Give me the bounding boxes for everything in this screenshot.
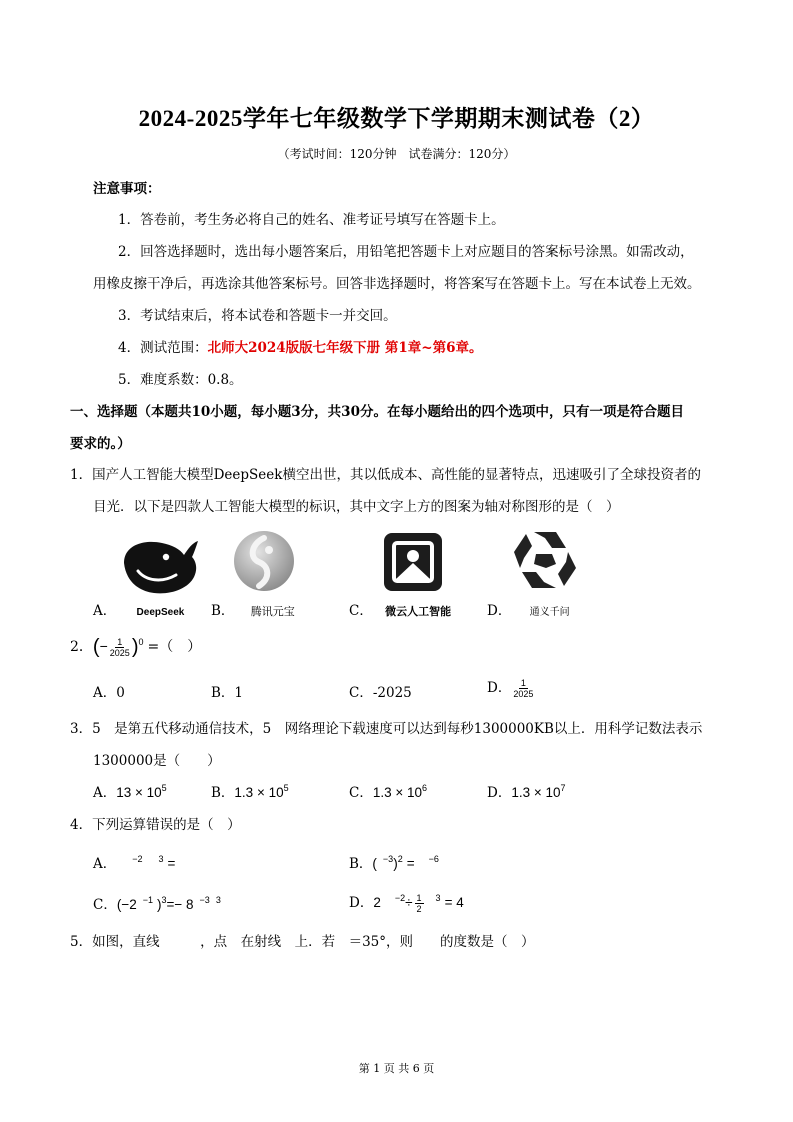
- q1-option-d[interactable]: [487, 599, 570, 619]
- q3-option-b[interactable]: B．$1.3 \times 10^5$: [211, 783, 289, 801]
- q3-text-a: 3．5 是第五代移动通信技术，5 网络理论下载速度可以达到每秒1300000KB以上．用科学记数法表示: [70, 721, 703, 737]
- page-footer: 第 1 页 共 6 页: [358, 1062, 435, 1075]
- q1-text-a: 1．国产人工智能大模型DeepSeek横空出世，其以低成本、高性能的显著特点，迅速吸引了全球投资者的: [70, 467, 701, 483]
- notice-item-3: 3．考试结束后，将本试卷和答题卡一并交回。: [118, 308, 397, 324]
- weiyun-ai-logo-icon: [384, 533, 442, 591]
- q1-option-c[interactable]: [349, 599, 451, 619]
- deepseek-whale-icon: [118, 535, 202, 597]
- q1-option-c-label: 微云人工智能: [385, 606, 452, 618]
- q1-option-b-label: 腾讯元宝: [250, 606, 295, 618]
- notice-item-1: 1．答卷前，考生务必将自己的姓名、准考证号填写在答题卡上。: [118, 212, 505, 228]
- q3-option-c[interactable]: C．$1.3 \times 10^6$: [349, 783, 428, 801]
- notice-item-2b: 用橡皮擦干净后，再选涂其他答案标号。回答非选择题时，将答案写在答题卡上。写在本试卷上无效。: [93, 276, 701, 292]
- q4-option-d[interactable]: D．2 $^{-2}$÷ $\frac{1}{2}$ $^3$ = 4: [349, 892, 464, 914]
- page-title: 2024-2025学年七年级数学下学期期末测试卷（2）: [138, 106, 655, 131]
- q3-text-b: 1300000是（ ）: [93, 753, 221, 769]
- q1-option-d-letter: D．: [487, 603, 512, 619]
- q2-option-a[interactable]: A．0: [93, 685, 125, 701]
- tongyi-logo-icon: [512, 528, 578, 592]
- q1-option-a[interactable]: [93, 599, 184, 619]
- section-heading-b: 要求的。）: [70, 436, 131, 452]
- q2-frac-num: 1: [117, 636, 123, 647]
- q1-option-c-letter: C．: [349, 603, 373, 619]
- q2-minus: −: [99, 638, 108, 654]
- q4-option-c[interactable]: C．(−2 $^{-1}$ )$^3$=− 8 $^{-3}$ $^3$: [93, 895, 221, 913]
- q2-frac-den: 2025: [109, 647, 130, 658]
- q1-option-a-letter: A．: [93, 603, 117, 619]
- notice-heading: 注意事项：: [93, 181, 161, 197]
- q1-option-b-letter: B．: [211, 603, 235, 619]
- notice-item-5: 5．难度系数：0.8。: [118, 372, 243, 388]
- yuanbao-logo-icon: [233, 530, 295, 592]
- q3-option-a[interactable]: A．$13 \times 10^5$: [93, 783, 167, 801]
- q1-option-d-label: 通义千问: [529, 607, 570, 618]
- q5-text: 5．如图，直线 ，点 在射线 上．若 ＝35°，则 的度数是（ ）: [70, 934, 535, 950]
- q2-option-b[interactable]: B．1: [211, 685, 244, 701]
- notice-item-2a: 2．回答选择题时，选出每小题答案后，用铅笔把答题卡上对应题目的答案标号涂黑。如需改动，: [118, 244, 694, 260]
- q2-exponent: 0: [138, 637, 144, 647]
- q1-option-b[interactable]: [211, 599, 295, 619]
- exam-info: （考试时间：120分钟 试卷满分：120分）: [277, 147, 516, 161]
- q4-option-a[interactable]: A． $^{-2}$ $^3$ =: [93, 854, 176, 872]
- q2-option-c[interactable]: C．-2025: [349, 685, 412, 701]
- q4-text: 4．下列运算错误的是（ ）: [70, 817, 241, 833]
- q3-option-d[interactable]: D．$1.3 \times 10^7$: [487, 783, 566, 801]
- notice-item-4: [118, 336, 482, 356]
- q1-option-a-label: DeepSeek: [136, 607, 185, 618]
- test-range: 北师大2024版版七年级下册 第1章~第6章。: [207, 340, 483, 356]
- notice-item-4-prefix: 4．测试范围：: [118, 340, 208, 356]
- q2-stem: 2．(− $\frac{1}{2025}$ )$^0$ =（ ）: [70, 636, 202, 658]
- q1-text-b: 目光．以下是四款人工智能大模型的标识，其中文字上方的图案为轴对称图形的是（ ）: [93, 499, 620, 515]
- q2-option-d[interactable]: D． $\frac{1}{2025}$: [487, 678, 534, 699]
- q4-option-b[interactable]: B．( $^{-3}$)$^2$ = $^{-6}$: [349, 854, 439, 872]
- q2-number: 2．: [70, 639, 93, 655]
- section-heading-a: 一、选择题（本题共10小题，每小题3分，共30分。在每小题给出的四个选项中，只有一项是符合题目: [70, 404, 684, 420]
- q2-tail: =（ ）: [147, 639, 202, 655]
